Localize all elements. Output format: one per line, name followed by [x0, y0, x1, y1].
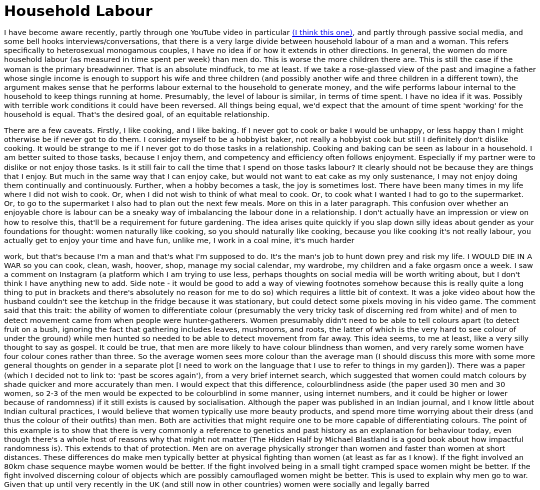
paragraph-3: work, but that's because I'm a man and that's what I'm supposed to do. It's the man's job to hunt down prey and risk my life. I WOULD DIE IN A WAR so you can cook, clean, wash, hoover, shop, manage my social calendar, my wardrobe, my children and a fake orgasm once a week. I saw a comment on Instagram (a platform which I am trying to use less, perhaps thoughts on social media will be worth writing about, but I don't think I have anything new to add. Side note - it would be good to add a way of viewing footnotes somehow because this is really quite a long thing to put in brackets and there's absolutely no reason for me to do so) which requires a little bit of context. It was a joke video about how the husband couldn't see the ketchup in the fridge because it was stationary, but could detect some pixels moving in his video game. The comment said that this trait: the ability of women to differentiate colour (presumably the very tricky task of discerning red from white) and of men to detect movement came from when people were hunter-gatherers. Women presumably didn't need to be able to tell colours apart (to detect fruit on a bush, ignoring the fact that gathering includes leaves, mushrooms, and roots, the latter of which is the very hard to see colour of under the ground) while men hunted so needed to be able to detect movement from far away. This idea seems, to me at least, like a very silly thought to say as gospel. It could be true, that men are more likely to have colour blindness than women, and very rarely some women have four colour cones rather than three. So the average women sees more colour than the average man (I should discuss this more with some more general thoughts on gender in a separate plot [I need to work on the language that I use to refer to things in my garden]). There was a paper (which I decided not to link to: 'past be scores again'), from a very brief internet search, which suggested that women could match colours by shade quicker and more accurately than men. I would expect that this difference, colourblindness aside (the paper used 30 men and 30 women, so 2-3 of the men would be expected to be colourblind in some manner, using internet numbers, and it could be higher or lower because of randomness) if it still exists is caused by socialisation. Although the paper was published in an Indian journal, and I know little about Indian cultural practices, I would believe that women typically use more beauty products, and spend more time worrying about their dress (and thus the colour of their outfits) than men. Both are activities that might require one to be more capable of differentiating colours. The point of this example is to show that there is very commonly a reference to genetics and past history as an explanation for behaviour today, even though there's a whole host of reasons why that might not matter (The Hidden Half by Michael Blastland is a good book about how impactful randomness is). This extends to that of protection. Men are on average physically stronger than women and faster than women at short distances. These differences do make men typically better at physical fighting than women (at least as far as I know). If the fight involved an 80km chase sequence maybe women would be better. If the fight involved being in a small tight cramped space women might be better. If the fight involved discerning colour of objects which are possibly camouflaged women might be better. This is used to explain why men go to war. Given that up until very recently in the UK (and still now in other countries) women were socially and legally barred — [4, 251, 536, 490]
page-title: Household Labour — [4, 4, 153, 20]
paragraph-2: There are a few caveats. Firstly, I like cooking, and I like baking. If I never got to cook or bake I would be unhappy, or less happy than I might otherwise be if never got to do them. I consider myself to be a hobbyist baker, not really a hobbyist cook but still I definitely don't dislike cooking. It would be strange to me if I never got to do those tasks in a relationship. Cooking and baking can be seen as labour in a household. I am better suited to those tasks, because I enjoy them, and competency and efficiency often follows enjoyment. Especially if my partner were to dislike or not enjoy those tasks. Is it still fair to call the time that I spend on those tasks labour? It clearly should not be because they are things that I enjoy. But much in the same way that I can enjoy cake, but would not want to eat cake as my only sustenance, I may not enjoy doing them continually and continuously. Further, when a hobby becomes a task, the joy is sometimes lost. There have been many times in my life where I did not wish to cook. Or, when I did not wish to think of what meal to cook. Or, to cook what I wanted I had to go to the supermarket. Or, to go to the supermarket I also had to plan out the next few meals. More on this in a later paragraph. This confusion over whether an enjoyable chore is labour can be a sneaky way of imbalancing the labour done in a relationship. I don't actually have an impression or view on how to resolve this, that'll be a requirement for future gardening. The idea arises quite quickly if you slap down silly ideas about gender as your foundations for thought: women naturally like cooking, so you should naturally like cooking, because you like cooking it's not really labour, you actually get to enjoy your time and have fun, unlike me, I work in a coal mine, it's much harder — [4, 126, 536, 245]
paragraph-1-text-before-link: I have become aware recently, partly through one YouTube video in particular — [4, 27, 293, 37]
paragraph-1 — [4, 28, 536, 120]
paragraph-1-text-after-link: , and partly through passive social media, and some bell hooks interviews/conversations, that there is a very large divide between household labour of a man and a woman. This refers specifically to heterosexual monogamous couples, I have no idea if or how it extends in other directions. In general, the women do more household labour (as measured in time spent per week) than men do. This is worse the more children there are. This is still the case if the woman is the primary breadwinner. That is an absolute mindfuck, to me at least. If we take a rose-glassed view of the past and imagine a father whose single income is enough to support his wife and three children (and possibly another wife and three children in a different town), the argument makes sense that he performs labour external to the household to generate money, and the wife performs labour internal to the household to keep things running at home. Presumably, the level of labour is similar, in terms of time spent. I have no idea if it was. Possibly with terrible work conditions it could have been reversed. All things being equal, we'd expect that the amount of time spent 'working' for the household is equal. That's the desired goal, of an equitable relationship. — [4, 27, 536, 120]
video-link[interactable]: (I think this one) — [292, 27, 353, 37]
document-page — [0, 4, 540, 490]
